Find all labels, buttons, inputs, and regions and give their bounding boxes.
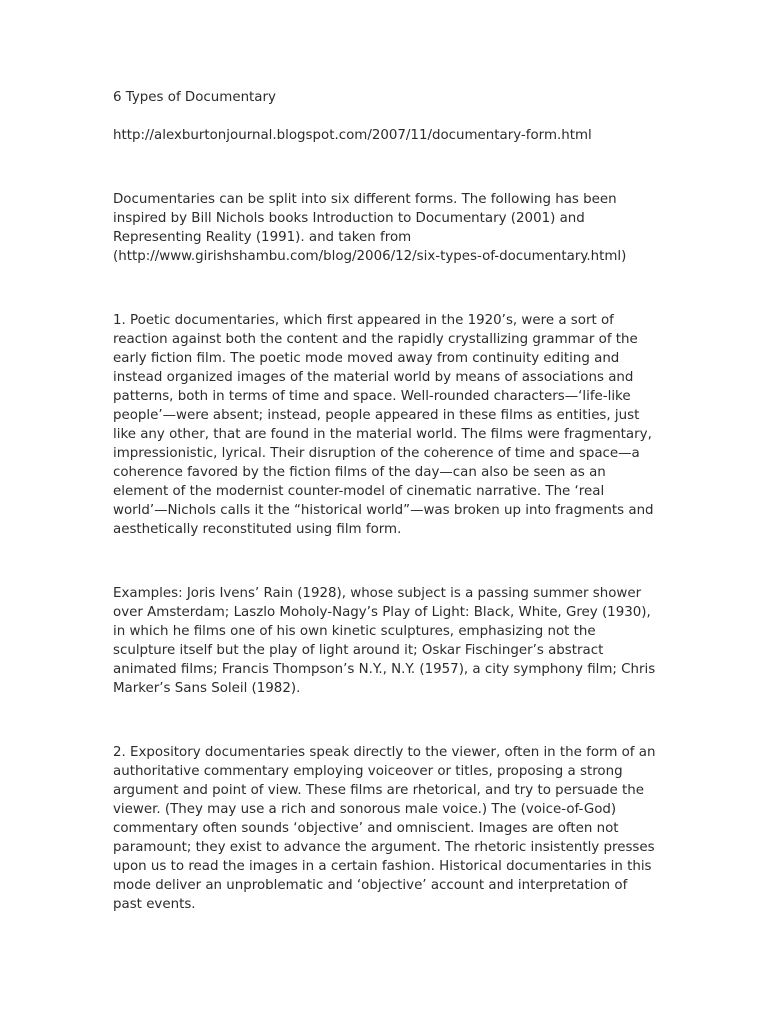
source-url: http://alexburtonjournal.blogspot.com/2007/11/documentary-form.html (113, 128, 592, 143)
intro-paragraph: Documentaries can be split into six different forms. The following has been inspired by Bill Nichols books Introduction to Documentary (2001) and Representing Reality (1991). and taken from (http://www.girishshambu.com/blog/2006/12/six-types-of-documentary.html) (113, 192, 627, 264)
document-body (113, 88, 658, 914)
poetic-examples-paragraph: Examples: Joris Ivens’ Rain (1928), whose subject is a passing summer shower over Amsterdam; Laszlo Moholy-Nagy’s Play of Light: Black, White, Grey (1930), in which he films one of his own kinetic sculptures, emphasizing not the sculpture itself but the play of light around it; Oskar Fischinger’s abstract animated films; Francis Thompson’s N.Y., N.Y. (1957), a city symphony film; Chris Marker’s Sans Soleil (1982). (113, 586, 656, 696)
document-title: 6 Types of Documentary (113, 90, 276, 105)
poetic-paragraph: 1. Poetic documentaries, which first appeared in the 1920’s, were a sort of reaction against both the content and the rapidly crystallizing grammar of the early fiction film. The poetic mode moved away from continuity editing and instead organized images of the material world by means of associations and patterns, both in terms of time and space. Well-rounded characters—‘life-like people’—were absent; instead, people appeared in these films as entities, just like any other, that are found in the material world. The films were fragmentary, impressionistic, lyrical. Their disruption of the coherence of time and space—a coherence favored by the fiction films of the day—can also be seen as an element of the modernist counter-model of cinematic narrative. The ‘real world’—Nichols calls it the “historical world”—was broken up into fragments and aesthetically reconstituted using film form. (113, 313, 654, 537)
expository-paragraph: 2. Expository documentaries speak directly to the viewer, often in the form of an authoritative commentary employing voiceover or titles, proposing a strong argument and point of view. These films are rhetorical, and try to persuade the viewer. (They may use a rich and sonorous male voice.) The (voice-of-God) commentary often sounds ‘objective’ and omniscient. Images are often not paramount; they exist to advance the argument. The rhetoric insistently presses upon us to read the images in a certain fashion. Historical documentaries in this mode deliver an unproblematic and ‘objective’ account and interpretation of past events. (113, 745, 656, 912)
